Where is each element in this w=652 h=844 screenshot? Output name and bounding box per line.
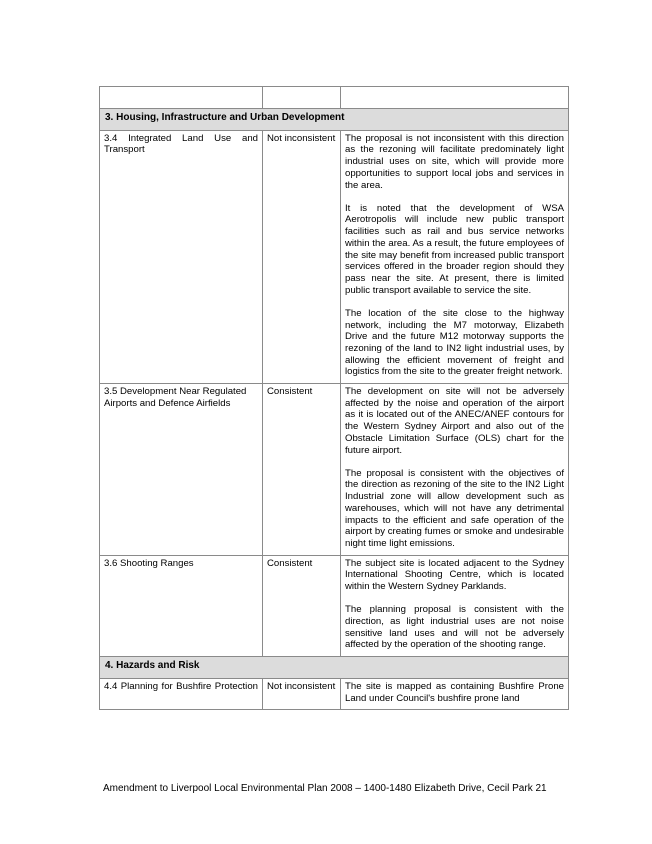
comment-paragraph: The location of the site close to the highway network, including the M7 motorway, Elizabeth Drive and the future M12 motorway supports the rezoning of the land to IN2 light industrial uses, by allowing the efficient movement of freight and logistics from the site to the greater freight network. <box>345 307 564 378</box>
section-heading-row <box>100 109 569 131</box>
table-row <box>100 555 569 656</box>
comment-cell <box>341 555 569 656</box>
comment-paragraph: It is noted that the development of WSA Aerotropolis will include new public transport facilities such as rail and bus service networks within the area. As a result, the future employees of the site may benefit from increased public transport services offered in the broader region should they pass near the site. At present, there is limited public transport available to service the site. <box>345 202 564 296</box>
status-cell: Consistent <box>263 555 341 656</box>
section-heading: 4. Hazards and Risk <box>100 657 569 679</box>
page-footer: Amendment to Liverpool Local Environmental Plan 2008 – 1400-1480 Elizabeth Drive, Cecil Park 21 <box>103 783 547 794</box>
table-row <box>100 384 569 556</box>
direction-cell: 3.6 Shooting Ranges <box>100 555 263 656</box>
consistency-table <box>99 86 569 710</box>
status-cell: Consistent <box>263 384 341 556</box>
blank-row <box>100 87 569 109</box>
section-heading: 3. Housing, Infrastructure and Urban Development <box>100 109 569 131</box>
table-row <box>100 130 569 383</box>
comment-paragraph: The planning proposal is consistent with the direction, as light industrial uses are not noise sensitive land uses and will not be adversely affected by the operation of the shooting range. <box>345 604 564 651</box>
status-cell: Not inconsistent <box>263 130 341 383</box>
comment-paragraph: The proposal is not inconsistent with this direction as the rezoning will facilitate predominately light industrial uses on site, which will provide more opportunities to support local jobs and services in the area. <box>345 132 564 191</box>
comment-cell <box>341 384 569 556</box>
comment-paragraph: The development on site will not be adversely affected by the noise and operation of the airport as it is located out of the ANEC/ANEF contours for the Western Sydney Airport and also out of the Obstacle Limitation Surface (OLS) chart for the future airport. <box>345 386 564 456</box>
table-row <box>100 678 569 709</box>
comment-paragraph: The site is mapped as containing Bushfire Prone Land under Council's bushfire prone land <box>345 680 564 704</box>
direction-cell: 3.5 Development Near Regulated Airports and Defence Airfields <box>100 384 263 556</box>
direction-cell: 4.4 Planning for Bushfire Protection <box>100 678 263 709</box>
status-cell: Not inconsistent <box>263 678 341 709</box>
direction-cell: 3.4 Integrated Land Use and Transport <box>100 130 263 383</box>
section-heading-row <box>100 657 569 679</box>
comment-paragraph: The subject site is located adjacent to the Sydney International Shooting Centre, which is located within the Western Sydney Parklands. <box>345 557 564 593</box>
comment-cell <box>341 130 569 383</box>
comment-paragraph: The proposal is consistent with the objectives of the direction as rezoning of the site to the IN2 Light Industrial zone will allow development such as warehouses, which will not have any detrimental impacts to the efficient and safe operation of the airport by creating fumes or smoke and undesirable night time light emissions. <box>345 467 564 549</box>
comment-cell <box>341 678 569 709</box>
